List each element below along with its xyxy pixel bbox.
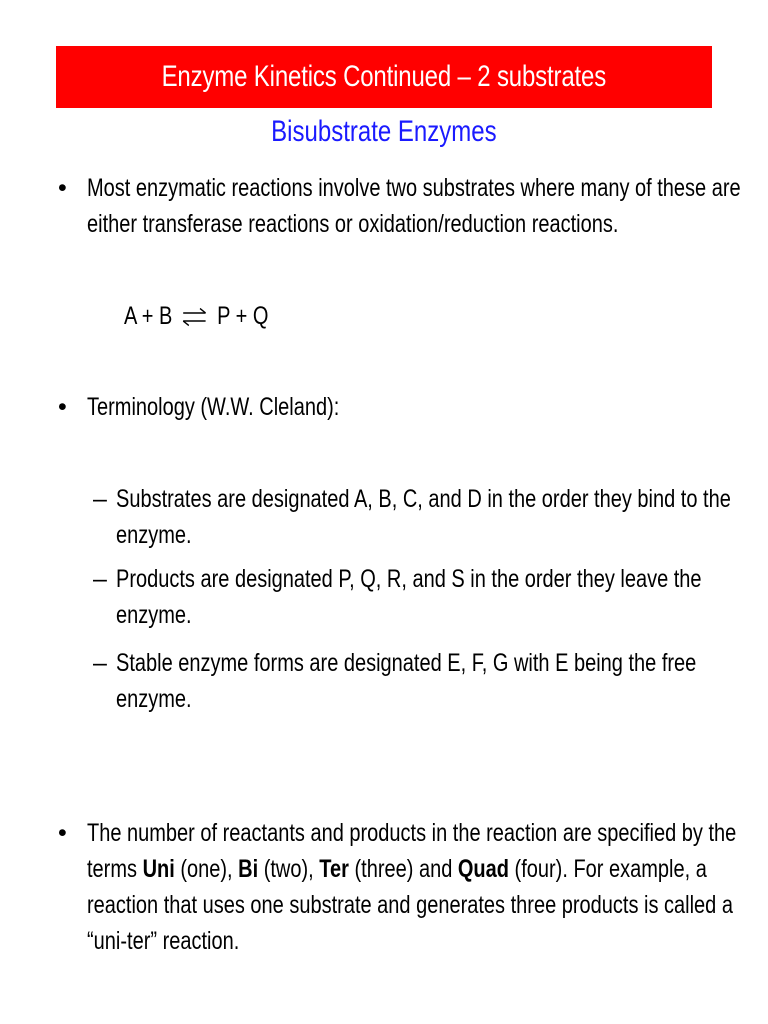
bullet-2-line: Terminology (W.W. Cleland): (87, 393, 340, 421)
term-bi-desc: (two), (258, 855, 320, 883)
bullet-3-line-4: “uni-ter” reaction. (87, 927, 240, 955)
term-quad: Quad (457, 855, 509, 883)
bullet-1-line-1: Most enzymatic reactions involve two substrates where many of these are (87, 174, 741, 202)
bullet-marker: • (58, 819, 67, 847)
bullet-3-line-1: The number of reactants and products in the reaction are specified by the (87, 819, 737, 847)
slide-subtitle (0, 110, 768, 154)
bullet-1-line-2: either transferase reactions or oxidation/reduction reactions. (87, 210, 619, 238)
term-quad-desc: (four). For example, a (509, 855, 707, 883)
term-bi: Bi (238, 855, 259, 883)
subtitle-text: Bisubstrate Enzymes (271, 115, 497, 148)
term-ter-desc: (three) and (348, 855, 458, 883)
sub-bullet-1-line-2: enzyme. (116, 521, 192, 549)
sub-bullet-3-line-2: enzyme. (116, 685, 192, 713)
sub-bullet-2-text (116, 561, 768, 633)
equation-left: A + B (124, 302, 173, 330)
bullet-marker: • (58, 174, 67, 202)
slide-title: Enzyme Kinetics Continued – 2 substrates (161, 60, 607, 93)
title-bar (56, 46, 712, 108)
sub-bullet-3-line-1: Stable enzyme forms are designated E, F, G with E being the free (116, 649, 697, 677)
bullet-3-line-3: reaction that uses one substrate and generates three products is called a (87, 891, 733, 919)
terms-label: terms (87, 855, 143, 883)
sub-bullet-marker: – (93, 485, 107, 513)
sub-bullet-2-line-2: enzyme. (116, 601, 192, 629)
sub-bullet-1-line-1: Substrates are designated A, B, C, and D in the order they bind to the (116, 485, 731, 513)
sub-bullet-1-text (116, 481, 768, 553)
sub-bullet-marker: – (93, 649, 107, 677)
term-ter: Ter (319, 855, 349, 883)
sub-bullet-marker: – (93, 565, 107, 593)
bullet-3-line-2 (87, 851, 707, 887)
bullet-3-text (87, 815, 768, 959)
reaction-equation (124, 298, 305, 334)
sub-bullet-3-text (116, 645, 768, 717)
term-uni: Uni (142, 855, 175, 883)
term-uni-desc: (one), (174, 855, 239, 883)
bullet-marker: • (58, 393, 67, 421)
bullet-2-text (87, 389, 402, 425)
sub-bullet-2-line-1: Products are designated P, Q, R, and S in the order they leave the (116, 565, 702, 593)
equation-content (124, 298, 268, 334)
bullet-1-text (87, 170, 768, 242)
equation-right: P + Q (217, 302, 269, 330)
equilibrium-arrows-icon (181, 307, 208, 327)
